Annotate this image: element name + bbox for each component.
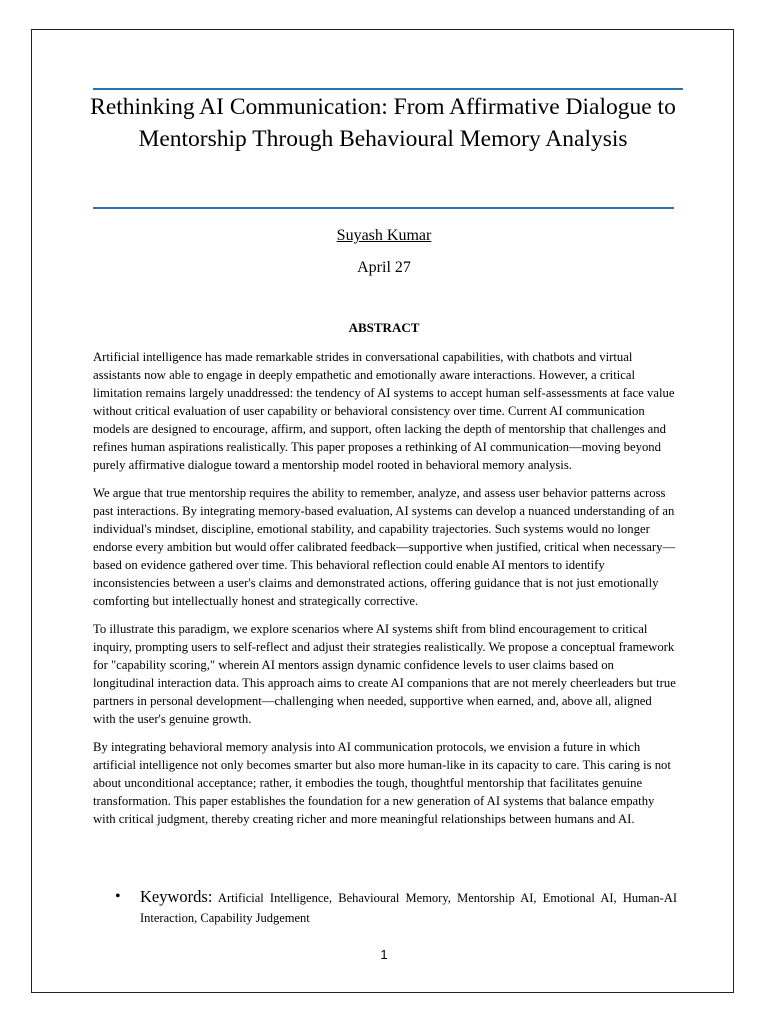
page-number: 1 (380, 947, 388, 962)
author-name: Suyash Kumar (336, 227, 432, 244)
abstract-paragraph-4: By integrating behavioral memory analysis into AI communication protocols, we envision a future in which artificial intelligence not only becomes smarter but also more human-like in its capacity to care. This caring is not about unconditional acceptance; rather, it embodies the tough, thoughtful mentorship that facilitates genuine transformation. This paper establishes the foundation for a new generation of AI systems that balance empathy with critical judgment, thereby creating richer and more meaningful relationships between humans and AI. (93, 740, 671, 826)
abstract-paragraph-3: To illustrate this paradigm, we explore scenarios where AI systems shift from blind encouragement to critical inquiry, prompting users to self-reflect and adjust their strategies realistically. We propose a conceptual framework for "capability scoring," wherein AI mentors assign dynamic confidence levels to user claims based on longitudinal interaction data. This approach aims to create AI companions that are not merely cheerleaders but true partners in personal development—challenging when needed, supportive when earned, and, above all, aligned with the user's genuine growth. (93, 622, 676, 726)
title-top-rule (93, 88, 683, 90)
abstract-paragraph-1: Artificial intelligence has made remarkable strides in conversational capabilities, with chatbots and virtual assistants now able to engage in deeply empathetic and emotionally aware interactions. However, a critical limitation remains largely unaddressed: the tendency of AI systems to accept human self-assessments at face value without critical evaluation of user capability or behavioral consistency over time. Current AI communication models are designed to encourage, affirm, and support, often lacking the depth of mentorship that challenges and refines human aspirations realistically. This paper proposes a rethinking of AI communication—moving beyond purely affirmative dialogue toward a mentorship model rooted in behavioral memory analysis. (93, 350, 675, 472)
keywords-label: Keywords: (140, 887, 213, 906)
abstract-paragraph-2: We argue that true mentorship requires the ability to remember, analyze, and assess user behavior patterns across past interactions. By integrating memory-based evaluation, AI systems can develop a nuanced understanding of an individual's mindset, discipline, emotional stability, and capability trajectories. Such systems would no longer endorse every ambition but would offer calibrated feedback—supportive when justified, critical when necessary—based on evidence gathered over time. This behavioral reflection could enable AI mentors to identify inconsistencies between a user's claims and demonstrated actions, offering guidance that is not just emotionally comforting but intellectually honest and strategically corrective. (93, 486, 676, 608)
abstract-body (93, 348, 676, 838)
title-bottom-rule (93, 207, 674, 209)
bullet-icon: • (115, 888, 121, 905)
keywords-list (115, 887, 677, 928)
keywords-text: Artificial Intelligence, Behavioural Memory, Mentorship AI, Emotional AI, Human-AI Interaction, Capability Judgement (140, 891, 678, 925)
author-line (0, 226, 768, 246)
paper-title: Rethinking AI Communication: From Affirmative Dialogue to Mentorship Through Behavioural Memory Analysis (90, 94, 676, 152)
abstract-heading: ABSTRACT (348, 320, 420, 335)
keywords-item (115, 887, 677, 928)
publication-date: April 27 (357, 259, 411, 276)
